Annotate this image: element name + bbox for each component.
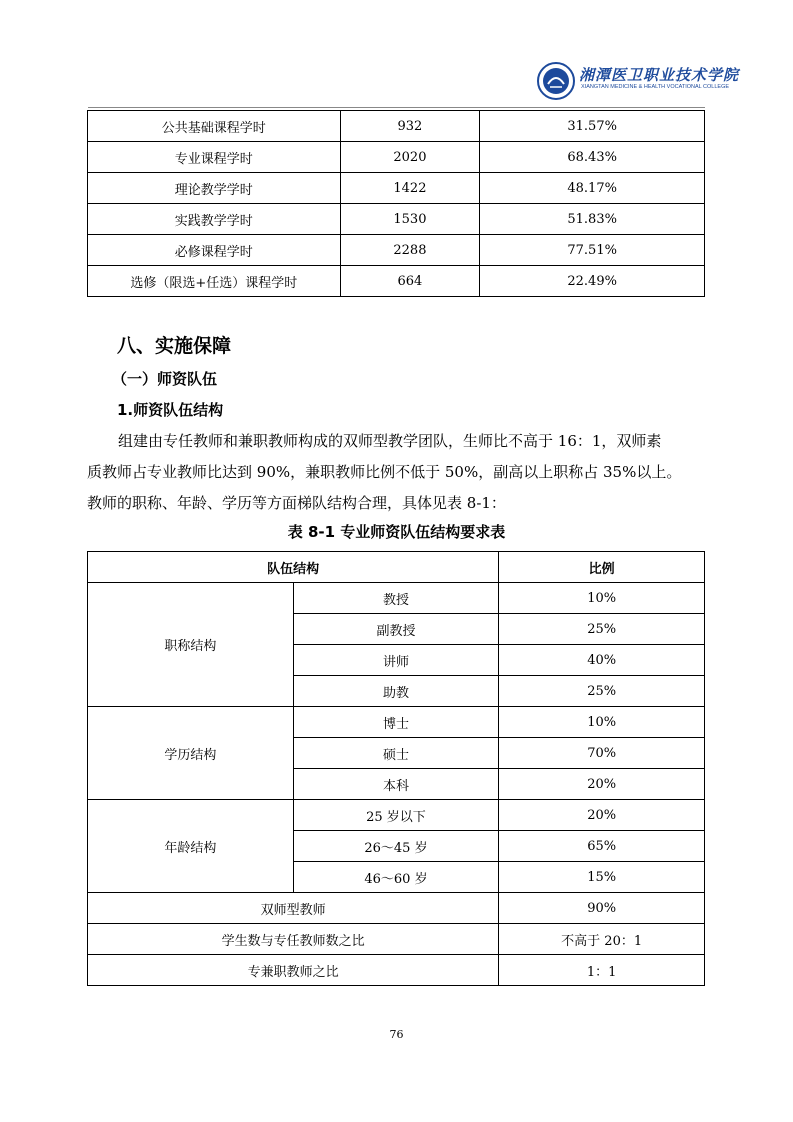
row-label: 专业课程学时 xyxy=(88,142,341,173)
item-ratio: 25% xyxy=(499,676,705,707)
row-label: 公共基础课程学时 xyxy=(88,111,341,142)
paragraph-line: 组建由专任教师和兼职教师构成的双师型教学团队，生师比不高于 16：1，双师素 xyxy=(118,432,662,450)
row-label: 选修（限选+任选）课程学时 xyxy=(88,266,341,297)
row-percent: 22.49% xyxy=(480,266,705,297)
row-percent: 31.57% xyxy=(480,111,705,142)
body-paragraph xyxy=(87,426,712,519)
item-label: 助教 xyxy=(293,676,499,707)
group-name: 学历结构 xyxy=(88,707,294,800)
table-row xyxy=(88,235,705,266)
table-row xyxy=(88,800,705,831)
header-ratio: 比例 xyxy=(499,552,705,583)
item-ratio: 20% xyxy=(499,769,705,800)
table-row xyxy=(88,583,705,614)
item-ratio: 20% xyxy=(499,800,705,831)
summary-ratio: 1：1 xyxy=(499,955,705,986)
item-ratio: 10% xyxy=(499,707,705,738)
item-ratio: 65% xyxy=(499,831,705,862)
page-number: 76 xyxy=(389,1028,404,1041)
item-label: 博士 xyxy=(293,707,499,738)
subsection-title: （一）师资队伍 xyxy=(112,370,218,388)
paragraph-line: 教师的职称、年龄、学历等方面梯队结构合理，具体见表 8-1： xyxy=(87,494,506,512)
item-ratio: 40% xyxy=(499,645,705,676)
row-hours: 664 xyxy=(340,266,480,297)
header-divider xyxy=(88,107,705,108)
group-name: 职称结构 xyxy=(88,583,294,707)
school-emblem-icon xyxy=(537,62,575,100)
item-label: 副教授 xyxy=(293,614,499,645)
table-header-row xyxy=(88,552,705,583)
row-percent: 51.83% xyxy=(480,204,705,235)
item-label: 26～45 岁 xyxy=(293,831,499,862)
row-percent: 48.17% xyxy=(480,173,705,204)
table-row xyxy=(88,204,705,235)
row-hours: 2288 xyxy=(340,235,480,266)
table-caption: 表 8-1 专业师资队伍结构要求表 xyxy=(287,523,506,541)
table-row xyxy=(88,111,705,142)
table-row xyxy=(88,924,705,955)
item-ratio: 15% xyxy=(499,862,705,893)
row-hours: 2020 xyxy=(340,142,480,173)
school-name: 湘潭医卫职业技术学院 xyxy=(579,66,740,84)
school-name-en: XIANGTAN MEDICINE & HEALTH VOCATIONAL COLLEGE xyxy=(581,84,730,90)
header-logo xyxy=(537,58,740,106)
item-ratio: 10% xyxy=(499,583,705,614)
hours-table xyxy=(87,110,705,297)
item-ratio: 70% xyxy=(499,738,705,769)
table-row xyxy=(88,893,705,924)
item-label: 硕士 xyxy=(293,738,499,769)
row-percent: 68.43% xyxy=(480,142,705,173)
row-label: 必修课程学时 xyxy=(88,235,341,266)
row-hours: 1530 xyxy=(340,204,480,235)
table-row xyxy=(88,266,705,297)
table-row xyxy=(88,173,705,204)
item-label: 本科 xyxy=(293,769,499,800)
subsubsection-title: 1.师资队伍结构 xyxy=(117,401,224,419)
header-structure: 队伍结构 xyxy=(88,552,499,583)
item-ratio: 25% xyxy=(499,614,705,645)
summary-label: 学生数与专任教师数之比 xyxy=(88,924,499,955)
table-row xyxy=(88,707,705,738)
item-label: 46～60 岁 xyxy=(293,862,499,893)
item-label: 讲师 xyxy=(293,645,499,676)
summary-ratio: 90% xyxy=(499,893,705,924)
item-label: 25 岁以下 xyxy=(293,800,499,831)
summary-ratio: 不高于 20：1 xyxy=(499,924,705,955)
row-label: 实践教学学时 xyxy=(88,204,341,235)
row-hours: 932 xyxy=(340,111,480,142)
summary-label: 专兼职教师之比 xyxy=(88,955,499,986)
group-name: 年龄结构 xyxy=(88,800,294,893)
table-row xyxy=(88,142,705,173)
paragraph-line: 质教师占专业教师比达到 90%，兼职教师比例不低于 50%，副高以上职称占 35%以上。 xyxy=(87,463,682,481)
table-row xyxy=(88,955,705,986)
row-hours: 1422 xyxy=(340,173,480,204)
item-label: 教授 xyxy=(293,583,499,614)
summary-label: 双师型教师 xyxy=(88,893,499,924)
row-label: 理论教学学时 xyxy=(88,173,341,204)
faculty-structure-table xyxy=(87,551,705,986)
section-title: 八、实施保障 xyxy=(117,335,232,357)
row-percent: 77.51% xyxy=(480,235,705,266)
